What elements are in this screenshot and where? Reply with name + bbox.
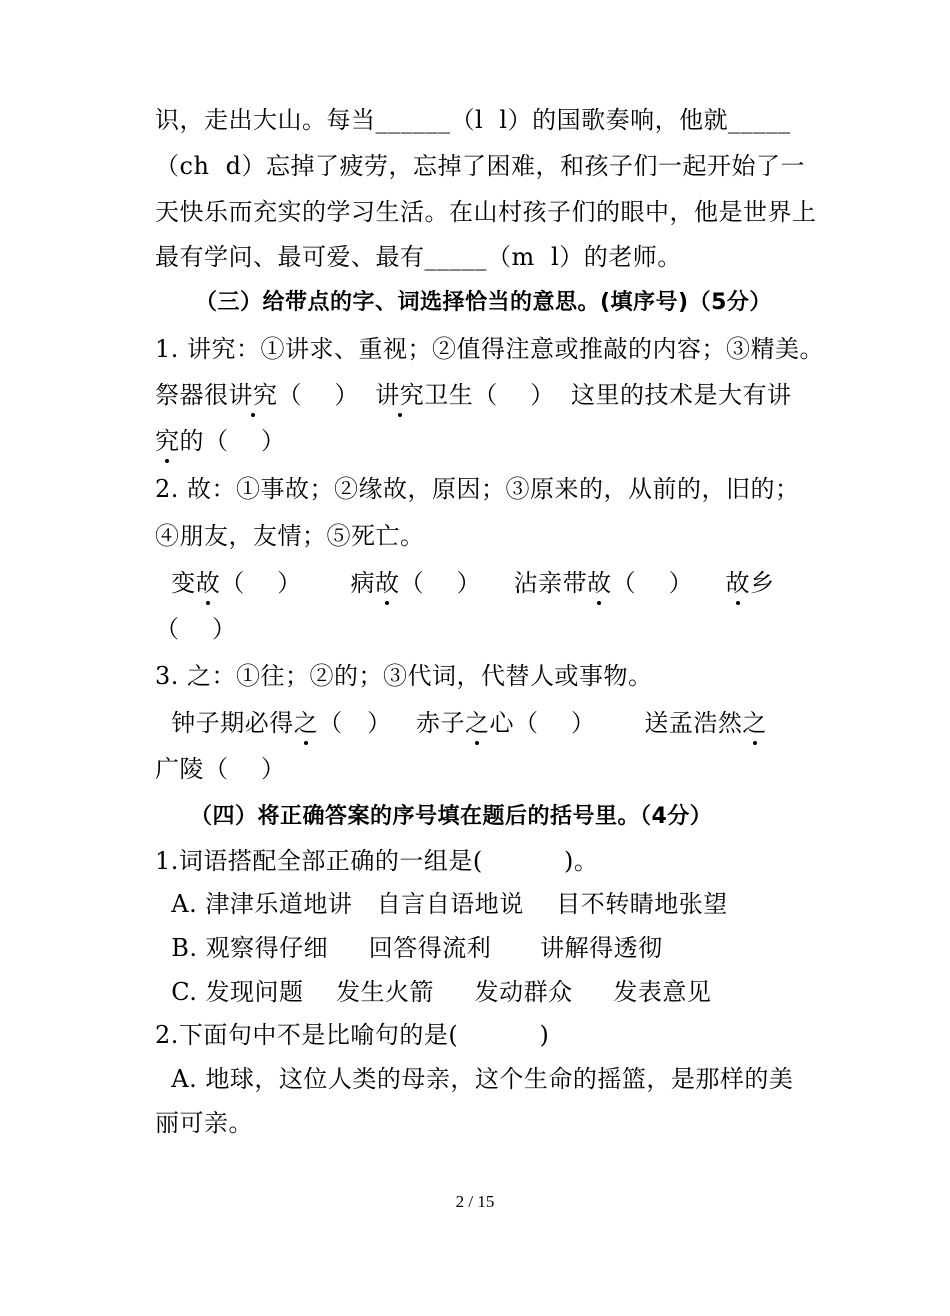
text-line: 最有学问、最可爱、最有_____（m l）的老师。: [155, 243, 682, 271]
dotted-word: 故: [375, 569, 400, 597]
question-3-items: [155, 707, 767, 739]
answer-blank[interactable]: （ ）: [277, 381, 376, 409]
dotted-word: 讲究: [228, 381, 278, 409]
question-3: 3. 之：①往；②的；③代词，代替人或事物。: [155, 662, 653, 690]
mc-option-c: C. 发现问题 发生火箭 发动群众 发表意见: [155, 978, 712, 1006]
dotted-word: 之: [293, 709, 319, 737]
mc-option-a: A. 地球，这位人类的母亲，这个生命的摇篮，是那样的美: [155, 1065, 794, 1093]
section-heading-3: （三）给带点的字、词选择恰当的意思。(填序号)（5分）: [195, 290, 772, 315]
question-1-items: [155, 379, 792, 411]
answer-blank[interactable]: （ ）: [155, 615, 237, 643]
question-2-cont: ④朋友，友情；⑤死亡。: [155, 522, 425, 550]
text-line: （ch d）忘掉了疲劳，忘掉了困难，和孩子们一起开始了一: [155, 152, 806, 180]
answer-blank[interactable]: 的（ ）: [179, 427, 286, 455]
question-1-items-cont: [155, 425, 286, 457]
text-line: 天快乐而充实的学习生活。在山村孩子们的眼中，他是世界上: [155, 198, 817, 226]
text: 卫生（ ） 这里的技术是大有讲: [424, 381, 792, 409]
text: （ ）: [611, 569, 726, 597]
text-line: 识，走出大山。每当______（l l）的国歌奏响，他就_____: [155, 106, 791, 134]
mc-option-a-cont: 丽可亲。: [155, 1109, 253, 1137]
text: 乡: [750, 569, 775, 597]
dotted-word: 故: [587, 569, 612, 597]
text: （ ） 赤子: [318, 709, 466, 737]
text: （ ） 沾亲带: [399, 569, 588, 597]
dotted-word: 讲究: [375, 381, 425, 409]
dotted-word: 故: [725, 569, 751, 597]
text: 心（ ） 送孟浩然: [489, 709, 743, 737]
mc-question-1: 1.词语搭配全部正确的一组是( )。: [155, 847, 599, 875]
dotted-word: 之: [465, 709, 490, 737]
dotted-word: 之: [742, 709, 767, 737]
dotted-word: 故: [195, 569, 221, 597]
question-2: 2. 故：①事故；②缘故，原因；③原来的，从前的，旧的；: [155, 475, 800, 503]
dotted-word: 究: [155, 427, 180, 455]
page-number: 2 / 15: [455, 1192, 495, 1211]
text: 祭器很: [155, 381, 229, 409]
question-3-cont: 广陵（ ）: [155, 755, 286, 783]
section-heading-4: （四）将正确答案的序号填在题后的括号里。（4分）: [190, 804, 713, 829]
mc-option-b: B. 观察得仔细 回答得流利 讲解得透彻: [155, 934, 663, 962]
question-1: 1. 讲究：①讲求、重视；②值得注意或推敲的内容；③精美。: [155, 335, 825, 363]
text: 钟子期必得: [155, 709, 294, 737]
text: 变: [155, 569, 196, 597]
question-2-items: [155, 567, 775, 599]
mc-question-2: 2.下面句中不是比喻句的是( ): [155, 1021, 550, 1049]
mc-option-a: A. 津津乐道地讲 自言自语地说 目不转睛地张望: [155, 890, 728, 918]
text: （ ） 病: [220, 569, 376, 597]
